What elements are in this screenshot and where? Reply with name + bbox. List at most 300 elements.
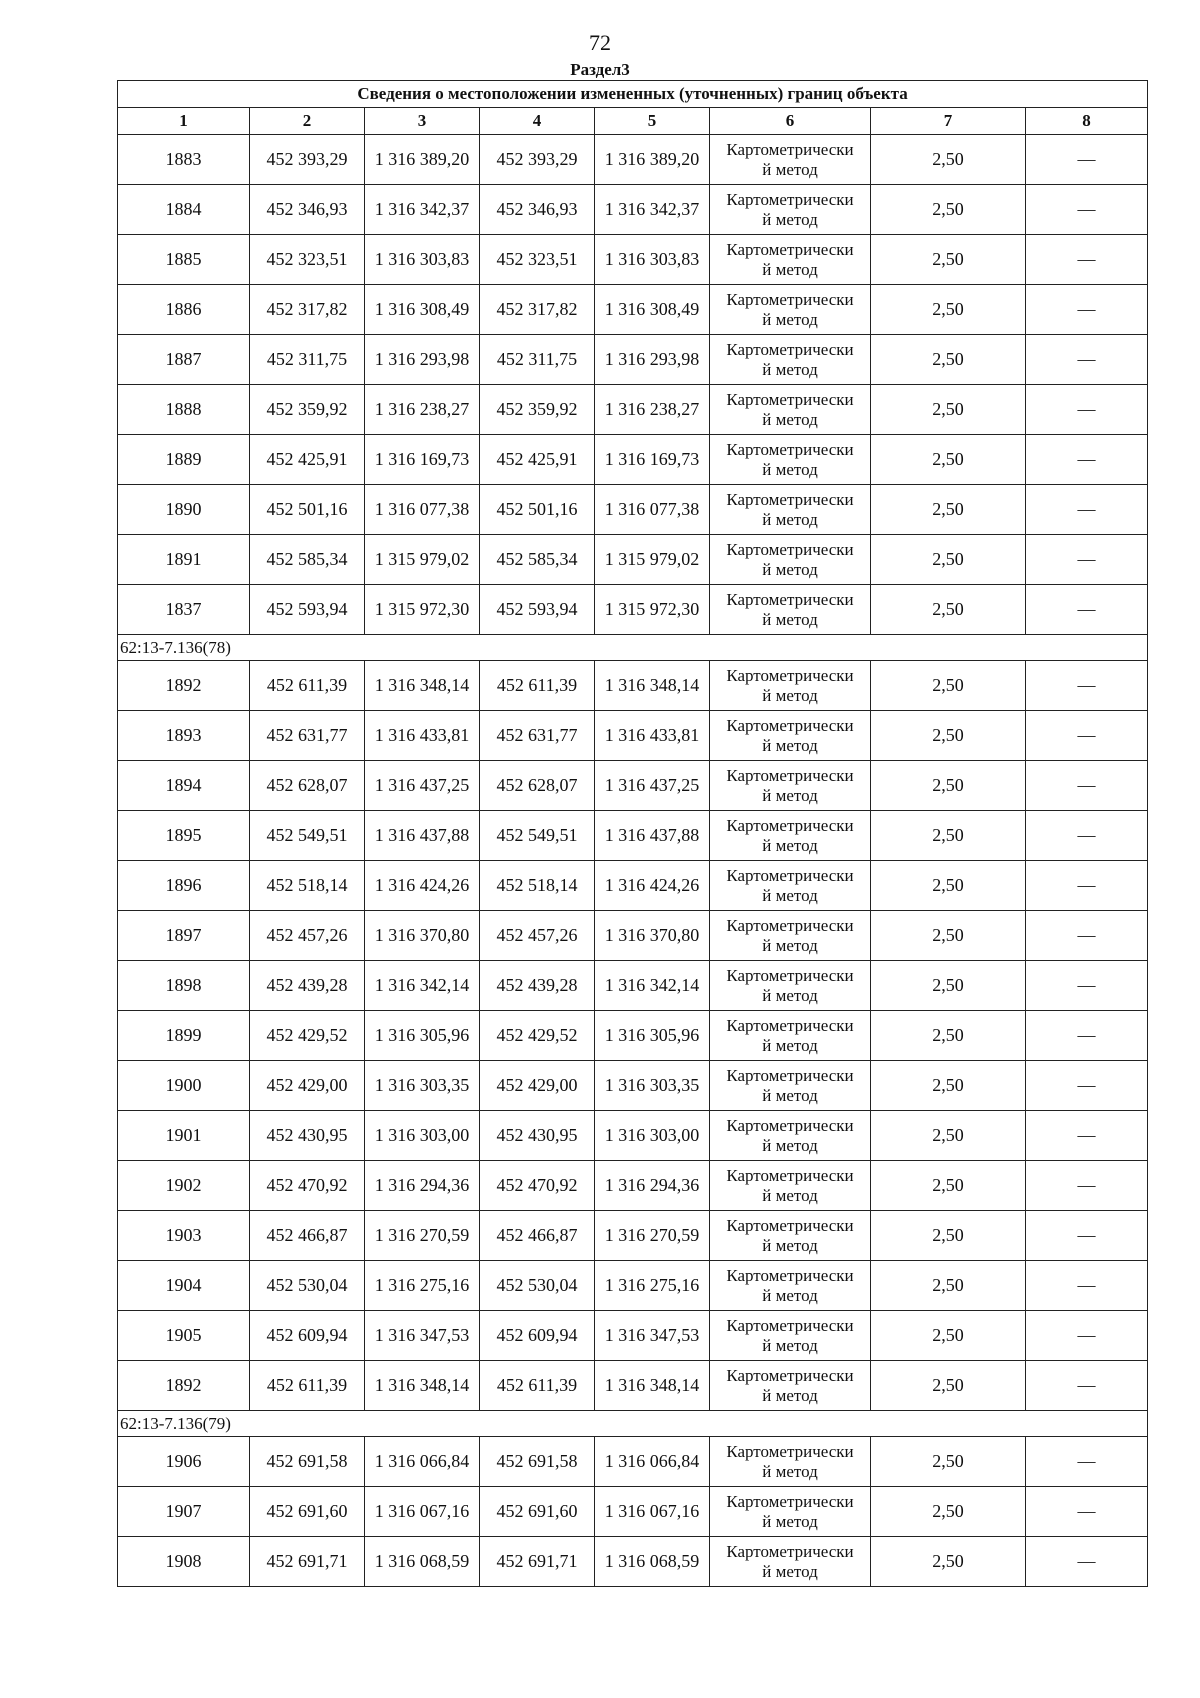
accuracy-cell: 2,50 bbox=[871, 385, 1026, 435]
y-existing-cell: 1 316 347,53 bbox=[365, 1311, 480, 1361]
notes-cell: — bbox=[1026, 1537, 1148, 1587]
accuracy-cell: 2,50 bbox=[871, 485, 1026, 535]
table-row bbox=[118, 385, 1148, 435]
method-line1: Картометрически bbox=[726, 1215, 854, 1235]
y-new-cell: 1 316 433,81 bbox=[595, 711, 710, 761]
notes-cell: — bbox=[1026, 385, 1148, 435]
point-number-cell: 1886 bbox=[118, 285, 250, 335]
x-new-cell: 452 691,71 bbox=[480, 1537, 595, 1587]
table-row bbox=[118, 1311, 1148, 1361]
y-new-cell: 1 316 294,36 bbox=[595, 1161, 710, 1211]
x-existing-cell: 452 466,87 bbox=[250, 1211, 365, 1261]
column-header: 5 bbox=[595, 108, 710, 135]
point-number-cell: 1902 bbox=[118, 1161, 250, 1211]
notes-cell: — bbox=[1026, 1161, 1148, 1211]
x-existing-cell: 452 530,04 bbox=[250, 1261, 365, 1311]
method-cell bbox=[710, 135, 871, 185]
notes-cell: — bbox=[1026, 135, 1148, 185]
point-number-cell: 1892 bbox=[118, 661, 250, 711]
y-new-cell: 1 315 979,02 bbox=[595, 535, 710, 585]
method-line1: Картометрически bbox=[726, 339, 854, 359]
y-new-cell: 1 316 347,53 bbox=[595, 1311, 710, 1361]
method-cell bbox=[710, 1111, 871, 1161]
x-new-cell: 452 466,87 bbox=[480, 1211, 595, 1261]
notes-cell: — bbox=[1026, 1311, 1148, 1361]
point-number-cell: 1899 bbox=[118, 1011, 250, 1061]
y-new-cell: 1 316 293,98 bbox=[595, 335, 710, 385]
table-row bbox=[118, 1487, 1148, 1537]
y-new-cell: 1 316 067,16 bbox=[595, 1487, 710, 1537]
y-existing-cell: 1 315 972,30 bbox=[365, 585, 480, 635]
point-number-cell: 1901 bbox=[118, 1111, 250, 1161]
method-line2: й метод bbox=[762, 1335, 818, 1355]
table-row bbox=[118, 335, 1148, 385]
method-line2: й метод bbox=[762, 609, 818, 629]
y-new-cell: 1 316 437,25 bbox=[595, 761, 710, 811]
method-line1: Картометрически bbox=[726, 239, 854, 259]
point-number-cell: 1907 bbox=[118, 1487, 250, 1537]
x-new-cell: 452 609,94 bbox=[480, 1311, 595, 1361]
method-cell bbox=[710, 1211, 871, 1261]
table-row bbox=[118, 235, 1148, 285]
method-line2: й метод bbox=[762, 1561, 818, 1581]
x-existing-cell: 452 393,29 bbox=[250, 135, 365, 185]
point-number-cell: 1903 bbox=[118, 1211, 250, 1261]
table-row bbox=[118, 1211, 1148, 1261]
point-number-cell: 1895 bbox=[118, 811, 250, 861]
method-line2: й метод bbox=[762, 785, 818, 805]
y-new-cell: 1 316 389,20 bbox=[595, 135, 710, 185]
table-row bbox=[118, 1061, 1148, 1111]
point-number-cell: 1890 bbox=[118, 485, 250, 535]
point-number-cell: 1891 bbox=[118, 535, 250, 585]
table-body bbox=[118, 135, 1148, 1587]
accuracy-cell: 2,50 bbox=[871, 185, 1026, 235]
accuracy-cell: 2,50 bbox=[871, 1437, 1026, 1487]
method-line2: й метод bbox=[762, 935, 818, 955]
y-new-cell: 1 316 342,37 bbox=[595, 185, 710, 235]
notes-cell: — bbox=[1026, 1437, 1148, 1487]
accuracy-cell: 2,50 bbox=[871, 1061, 1026, 1111]
y-existing-cell: 1 316 294,36 bbox=[365, 1161, 480, 1211]
notes-cell: — bbox=[1026, 661, 1148, 711]
y-existing-cell: 1 316 433,81 bbox=[365, 711, 480, 761]
y-existing-cell: 1 316 437,88 bbox=[365, 811, 480, 861]
y-existing-cell: 1 316 437,25 bbox=[365, 761, 480, 811]
notes-cell: — bbox=[1026, 961, 1148, 1011]
x-existing-cell: 452 593,94 bbox=[250, 585, 365, 635]
x-new-cell: 452 393,29 bbox=[480, 135, 595, 185]
x-new-cell: 452 457,26 bbox=[480, 911, 595, 961]
table-row bbox=[118, 1011, 1148, 1061]
notes-cell: — bbox=[1026, 435, 1148, 485]
accuracy-cell: 2,50 bbox=[871, 761, 1026, 811]
y-new-cell: 1 316 348,14 bbox=[595, 1361, 710, 1411]
notes-cell: — bbox=[1026, 861, 1148, 911]
point-number-cell: 1883 bbox=[118, 135, 250, 185]
notes-cell: — bbox=[1026, 811, 1148, 861]
method-cell bbox=[710, 185, 871, 235]
y-new-cell: 1 316 437,88 bbox=[595, 811, 710, 861]
table-row bbox=[118, 135, 1148, 185]
accuracy-cell: 2,50 bbox=[871, 1487, 1026, 1537]
x-new-cell: 452 429,00 bbox=[480, 1061, 595, 1111]
notes-cell: — bbox=[1026, 1487, 1148, 1537]
point-number-cell: 1889 bbox=[118, 435, 250, 485]
x-existing-cell: 452 691,60 bbox=[250, 1487, 365, 1537]
x-new-cell: 452 631,77 bbox=[480, 711, 595, 761]
column-header: 3 bbox=[365, 108, 480, 135]
table-row bbox=[118, 711, 1148, 761]
accuracy-cell: 2,50 bbox=[871, 1537, 1026, 1587]
method-cell bbox=[710, 1437, 871, 1487]
point-number-cell: 1906 bbox=[118, 1437, 250, 1487]
method-line2: й метод bbox=[762, 309, 818, 329]
notes-cell: — bbox=[1026, 185, 1148, 235]
table-row bbox=[118, 811, 1148, 861]
notes-cell: — bbox=[1026, 1061, 1148, 1111]
method-line2: й метод bbox=[762, 259, 818, 279]
method-cell bbox=[710, 1061, 871, 1111]
column-header: 8 bbox=[1026, 108, 1148, 135]
accuracy-cell: 2,50 bbox=[871, 1361, 1026, 1411]
method-cell bbox=[710, 761, 871, 811]
method-line2: й метод bbox=[762, 735, 818, 755]
x-new-cell: 452 311,75 bbox=[480, 335, 595, 385]
notes-cell: — bbox=[1026, 1361, 1148, 1411]
method-line1: Картометрически bbox=[726, 589, 854, 609]
y-existing-cell: 1 316 270,59 bbox=[365, 1211, 480, 1261]
x-existing-cell: 452 501,16 bbox=[250, 485, 365, 535]
x-existing-cell: 452 346,93 bbox=[250, 185, 365, 235]
x-existing-cell: 452 631,77 bbox=[250, 711, 365, 761]
y-existing-cell: 1 316 308,49 bbox=[365, 285, 480, 335]
point-number-cell: 1897 bbox=[118, 911, 250, 961]
y-existing-cell: 1 316 305,96 bbox=[365, 1011, 480, 1061]
method-line1: Картометрически bbox=[726, 289, 854, 309]
method-line2: й метод bbox=[762, 985, 818, 1005]
x-existing-cell: 452 611,39 bbox=[250, 661, 365, 711]
table-row bbox=[118, 1537, 1148, 1587]
coordinates-table bbox=[117, 80, 1148, 1587]
x-existing-cell: 452 425,91 bbox=[250, 435, 365, 485]
method-line1: Картометрически bbox=[726, 1265, 854, 1285]
y-existing-cell: 1 316 066,84 bbox=[365, 1437, 480, 1487]
group-label: 62:13-7.136(78) bbox=[118, 635, 1148, 661]
y-new-cell: 1 316 169,73 bbox=[595, 435, 710, 485]
point-number-cell: 1904 bbox=[118, 1261, 250, 1311]
notes-cell: — bbox=[1026, 585, 1148, 635]
x-existing-cell: 452 691,58 bbox=[250, 1437, 365, 1487]
method-line2: й метод bbox=[762, 1385, 818, 1405]
table-row bbox=[118, 1437, 1148, 1487]
point-number-cell: 1898 bbox=[118, 961, 250, 1011]
x-new-cell: 452 585,34 bbox=[480, 535, 595, 585]
y-new-cell: 1 316 066,84 bbox=[595, 1437, 710, 1487]
y-existing-cell: 1 316 303,35 bbox=[365, 1061, 480, 1111]
method-line1: Картометрически bbox=[726, 765, 854, 785]
x-new-cell: 452 501,16 bbox=[480, 485, 595, 535]
point-number-cell: 1885 bbox=[118, 235, 250, 285]
method-line2: й метод bbox=[762, 1235, 818, 1255]
method-line1: Картометрически bbox=[726, 1365, 854, 1385]
method-line2: й метод bbox=[762, 459, 818, 479]
y-existing-cell: 1 316 303,00 bbox=[365, 1111, 480, 1161]
accuracy-cell: 2,50 bbox=[871, 585, 1026, 635]
x-new-cell: 452 439,28 bbox=[480, 961, 595, 1011]
y-new-cell: 1 316 270,59 bbox=[595, 1211, 710, 1261]
y-new-cell: 1 316 303,35 bbox=[595, 1061, 710, 1111]
method-line2: й метод bbox=[762, 509, 818, 529]
x-new-cell: 452 425,91 bbox=[480, 435, 595, 485]
accuracy-cell: 2,50 bbox=[871, 135, 1026, 185]
y-existing-cell: 1 316 389,20 bbox=[365, 135, 480, 185]
table-caption: Сведения о местоположении измененных (уточненных) границ объекта bbox=[118, 81, 1148, 108]
method-line1: Картометрически bbox=[726, 1165, 854, 1185]
accuracy-cell: 2,50 bbox=[871, 1111, 1026, 1161]
x-new-cell: 452 323,51 bbox=[480, 235, 595, 285]
method-line1: Картометрически bbox=[726, 1491, 854, 1511]
table-row bbox=[118, 961, 1148, 1011]
x-existing-cell: 452 429,52 bbox=[250, 1011, 365, 1061]
method-cell bbox=[710, 1161, 871, 1211]
method-cell bbox=[710, 535, 871, 585]
method-cell bbox=[710, 435, 871, 485]
y-new-cell: 1 316 424,26 bbox=[595, 861, 710, 911]
method-line1: Картометрически bbox=[726, 965, 854, 985]
table-caption-row bbox=[118, 81, 1148, 108]
accuracy-cell: 2,50 bbox=[871, 1011, 1026, 1061]
table-row bbox=[118, 861, 1148, 911]
x-existing-cell: 452 549,51 bbox=[250, 811, 365, 861]
point-number-cell: 1908 bbox=[118, 1537, 250, 1587]
method-cell bbox=[710, 1361, 871, 1411]
column-header-row bbox=[118, 108, 1148, 135]
method-line1: Картометрически bbox=[726, 915, 854, 935]
method-line1: Картометрически bbox=[726, 715, 854, 735]
y-existing-cell: 1 315 979,02 bbox=[365, 535, 480, 585]
y-existing-cell: 1 316 067,16 bbox=[365, 1487, 480, 1537]
method-cell bbox=[710, 1261, 871, 1311]
table-row bbox=[118, 1161, 1148, 1211]
y-new-cell: 1 316 077,38 bbox=[595, 485, 710, 535]
method-line1: Картометрически bbox=[726, 389, 854, 409]
y-new-cell: 1 316 348,14 bbox=[595, 661, 710, 711]
accuracy-cell: 2,50 bbox=[871, 861, 1026, 911]
table-row bbox=[118, 585, 1148, 635]
y-existing-cell: 1 316 068,59 bbox=[365, 1537, 480, 1587]
method-line2: й метод bbox=[762, 359, 818, 379]
table-row bbox=[118, 911, 1148, 961]
method-line2: й метод bbox=[762, 1285, 818, 1305]
point-number-cell: 1905 bbox=[118, 1311, 250, 1361]
method-cell bbox=[710, 485, 871, 535]
method-cell bbox=[710, 1487, 871, 1537]
y-new-cell: 1 316 303,00 bbox=[595, 1111, 710, 1161]
method-line1: Картометрически bbox=[726, 1115, 854, 1135]
column-header: 2 bbox=[250, 108, 365, 135]
method-line2: й метод bbox=[762, 209, 818, 229]
method-line2: й метод bbox=[762, 409, 818, 429]
table-row bbox=[118, 661, 1148, 711]
x-existing-cell: 452 359,92 bbox=[250, 385, 365, 435]
x-existing-cell: 452 457,26 bbox=[250, 911, 365, 961]
table-row bbox=[118, 535, 1148, 585]
x-new-cell: 452 530,04 bbox=[480, 1261, 595, 1311]
table-row bbox=[118, 185, 1148, 235]
method-line2: й метод bbox=[762, 1511, 818, 1531]
x-new-cell: 452 691,58 bbox=[480, 1437, 595, 1487]
point-number-cell: 1892 bbox=[118, 1361, 250, 1411]
y-existing-cell: 1 316 238,27 bbox=[365, 385, 480, 435]
table-row bbox=[118, 1261, 1148, 1311]
method-cell bbox=[710, 335, 871, 385]
x-existing-cell: 452 317,82 bbox=[250, 285, 365, 335]
method-line1: Картометрически bbox=[726, 815, 854, 835]
y-new-cell: 1 315 972,30 bbox=[595, 585, 710, 635]
group-row bbox=[118, 635, 1148, 661]
accuracy-cell: 2,50 bbox=[871, 335, 1026, 385]
method-line2: й метод bbox=[762, 1035, 818, 1055]
accuracy-cell: 2,50 bbox=[871, 535, 1026, 585]
page-number: 72 bbox=[589, 30, 611, 55]
x-existing-cell: 452 611,39 bbox=[250, 1361, 365, 1411]
method-cell bbox=[710, 661, 871, 711]
y-existing-cell: 1 316 424,26 bbox=[365, 861, 480, 911]
y-new-cell: 1 316 275,16 bbox=[595, 1261, 710, 1311]
point-number-cell: 1884 bbox=[118, 185, 250, 235]
method-cell bbox=[710, 285, 871, 335]
x-existing-cell: 452 439,28 bbox=[250, 961, 365, 1011]
y-new-cell: 1 316 370,80 bbox=[595, 911, 710, 961]
section-title: Раздел3 bbox=[570, 60, 630, 79]
table-row bbox=[118, 1111, 1148, 1161]
point-number-cell: 1893 bbox=[118, 711, 250, 761]
column-header: 6 bbox=[710, 108, 871, 135]
notes-cell: — bbox=[1026, 1211, 1148, 1261]
notes-cell: — bbox=[1026, 1111, 1148, 1161]
method-cell bbox=[710, 911, 871, 961]
point-number-cell: 1896 bbox=[118, 861, 250, 911]
x-new-cell: 452 429,52 bbox=[480, 1011, 595, 1061]
y-new-cell: 1 316 303,83 bbox=[595, 235, 710, 285]
y-existing-cell: 1 316 370,80 bbox=[365, 911, 480, 961]
point-number-cell: 1887 bbox=[118, 335, 250, 385]
x-new-cell: 452 691,60 bbox=[480, 1487, 595, 1537]
method-cell bbox=[710, 711, 871, 761]
x-existing-cell: 452 691,71 bbox=[250, 1537, 365, 1587]
method-line2: й метод bbox=[762, 835, 818, 855]
method-cell bbox=[710, 385, 871, 435]
x-new-cell: 452 359,92 bbox=[480, 385, 595, 435]
notes-cell: — bbox=[1026, 285, 1148, 335]
notes-cell: — bbox=[1026, 1011, 1148, 1061]
method-cell bbox=[710, 961, 871, 1011]
notes-cell: — bbox=[1026, 911, 1148, 961]
point-number-cell: 1894 bbox=[118, 761, 250, 811]
method-line1: Картометрически bbox=[726, 1315, 854, 1335]
notes-cell: — bbox=[1026, 485, 1148, 535]
y-new-cell: 1 316 305,96 bbox=[595, 1011, 710, 1061]
x-existing-cell: 452 628,07 bbox=[250, 761, 365, 811]
y-existing-cell: 1 316 303,83 bbox=[365, 235, 480, 285]
accuracy-cell: 2,50 bbox=[871, 811, 1026, 861]
accuracy-cell: 2,50 bbox=[871, 661, 1026, 711]
accuracy-cell: 2,50 bbox=[871, 285, 1026, 335]
notes-cell: — bbox=[1026, 535, 1148, 585]
x-existing-cell: 452 311,75 bbox=[250, 335, 365, 385]
method-line2: й метод bbox=[762, 885, 818, 905]
x-new-cell: 452 346,93 bbox=[480, 185, 595, 235]
method-line2: й метод bbox=[762, 1185, 818, 1205]
x-existing-cell: 452 323,51 bbox=[250, 235, 365, 285]
method-line2: й метод bbox=[762, 559, 818, 579]
y-existing-cell: 1 316 342,37 bbox=[365, 185, 480, 235]
accuracy-cell: 2,50 bbox=[871, 711, 1026, 761]
column-header: 1 bbox=[118, 108, 250, 135]
accuracy-cell: 2,50 bbox=[871, 911, 1026, 961]
method-cell bbox=[710, 585, 871, 635]
group-label: 62:13-7.136(79) bbox=[118, 1411, 1148, 1437]
table-row bbox=[118, 285, 1148, 335]
y-existing-cell: 1 316 348,14 bbox=[365, 1361, 480, 1411]
method-line1: Картометрически bbox=[726, 489, 854, 509]
method-line1: Картометрически bbox=[726, 1441, 854, 1461]
method-line2: й метод bbox=[762, 1135, 818, 1155]
method-line1: Картометрически bbox=[726, 189, 854, 209]
method-line1: Картометрически bbox=[726, 665, 854, 685]
method-line1: Картометрически bbox=[726, 865, 854, 885]
accuracy-cell: 2,50 bbox=[871, 1311, 1026, 1361]
method-cell bbox=[710, 1537, 871, 1587]
method-line2: й метод bbox=[762, 685, 818, 705]
method-cell bbox=[710, 861, 871, 911]
accuracy-cell: 2,50 bbox=[871, 961, 1026, 1011]
method-line1: Картометрически bbox=[726, 439, 854, 459]
x-existing-cell: 452 430,95 bbox=[250, 1111, 365, 1161]
point-number-cell: 1900 bbox=[118, 1061, 250, 1111]
group-row bbox=[118, 1411, 1148, 1437]
table-row bbox=[118, 435, 1148, 485]
y-existing-cell: 1 316 348,14 bbox=[365, 661, 480, 711]
method-line2: й метод bbox=[762, 159, 818, 179]
method-line1: Картометрически bbox=[726, 1015, 854, 1035]
method-line1: Картометрически bbox=[726, 1541, 854, 1561]
x-new-cell: 452 549,51 bbox=[480, 811, 595, 861]
point-number-cell: 1888 bbox=[118, 385, 250, 435]
accuracy-cell: 2,50 bbox=[871, 1261, 1026, 1311]
x-new-cell: 452 611,39 bbox=[480, 1361, 595, 1411]
accuracy-cell: 2,50 bbox=[871, 235, 1026, 285]
method-cell bbox=[710, 1011, 871, 1061]
y-new-cell: 1 316 308,49 bbox=[595, 285, 710, 335]
column-header: 7 bbox=[871, 108, 1026, 135]
y-existing-cell: 1 316 342,14 bbox=[365, 961, 480, 1011]
notes-cell: — bbox=[1026, 711, 1148, 761]
notes-cell: — bbox=[1026, 761, 1148, 811]
x-existing-cell: 452 609,94 bbox=[250, 1311, 365, 1361]
method-cell bbox=[710, 1311, 871, 1361]
method-line2: й метод bbox=[762, 1461, 818, 1481]
notes-cell: — bbox=[1026, 1261, 1148, 1311]
y-new-cell: 1 316 068,59 bbox=[595, 1537, 710, 1587]
x-existing-cell: 452 429,00 bbox=[250, 1061, 365, 1111]
table-row bbox=[118, 485, 1148, 535]
x-new-cell: 452 430,95 bbox=[480, 1111, 595, 1161]
y-existing-cell: 1 316 293,98 bbox=[365, 335, 480, 385]
x-new-cell: 452 470,92 bbox=[480, 1161, 595, 1211]
x-new-cell: 452 611,39 bbox=[480, 661, 595, 711]
